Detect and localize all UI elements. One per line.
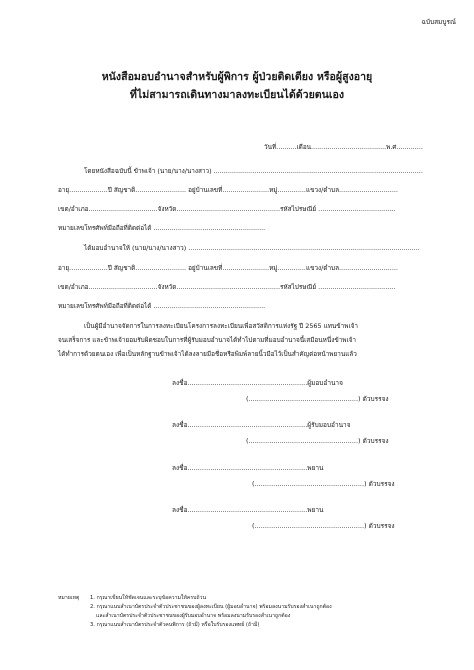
note-item-2-cont: และสำเนาบัตรประจำตัวประชาชนของผู้รับมอบอำนาจ พร้อมลงนามรับรองสำเนาถูกต้อง [96,613,291,619]
grantor-district-line: เขต/อำเภอ..................................จังหวัด...................................................รหัสไปรษณีย์ ...................................... [58,205,396,213]
grantor-phone-line: หมายเลขโทรศัพท์มือถือที่ติดต่อได้ ....................................................... [58,224,266,232]
grantee-intro-line: ได้มอบอำนาจให้ (นาย/นาง/นางสาว) .................................................................................................................. [84,244,420,252]
signature-grantee-line: ลงชื่อ..........................................................ผู้รับมอบอำนาจ [172,421,351,429]
date-line: วันที่..........เดือน.....................................พ.ศ............. [264,143,423,151]
grantor-intro-line: โดยหนังสือฉบับนี้ ข้าพเจ้า (นาย/นาง/นางสาว) ....................................................................................................... [84,167,423,175]
signature-witness1-line: ลงชื่อ..........................................................พยาน [172,464,324,472]
signature-grantee-name: (.....................................................) ตัวบรรจง [246,437,389,445]
signature-grantor-line: ลงชื่อ..........................................................ผู้มอบอำนาจ [172,379,343,387]
document-title-line1: หนังสือมอบอำนาจสำหรับผู้พิการ ผู้ป่วยติดเตียง หรือผู้สูงอายุ [101,71,373,83]
note-item-1: 1. กรุณาเขียนให้ชัดเจนและระบุข้อความให้ครบถ้วน [90,595,207,601]
edition-label: ฉบับสมบูรณ์ [421,18,456,26]
note-item-2: 2. กรุณาแนบสำเนาบัตรประจำตัวประชาชนของผู้ลงทะเบียน (ผู้มอบอำนาจ) พร้อมลงนามรับรองสำเนาถูกต้อง [90,604,332,610]
grantor-age-line: อายุ...................ปี สัญชาติ......................... อยู่บ้านเลขที่.......................หมู่..............แขวง/ตำบล............................. [58,186,398,194]
grantee-age-line: อายุ...................ปี สัญชาติ......................... อยู่บ้านเลขที่.......................หมู่..............แขวง/ตำบล............................. [58,264,398,272]
document-title-line2: ที่ไม่สามารถเดินทางมาลงทะเบียนได้ด้วยตนเอง [129,89,345,101]
note-item-3: 3. กรุณาแนบสำเนาบัตรประจำตัวคนพิการ (ถ้ามี) หรือใบรับรองแพทย์ (ถ้ามี) [90,622,260,628]
signature-witness2-name: (.....................................................) ตัวบรรจง [252,522,395,530]
signature-witness2-line: ลงชื่อ..........................................................พยาน [172,506,324,514]
signature-grantor-name: (.....................................................) ตัวบรรจง [246,395,389,403]
notes-label: หมายเหตุ [58,595,80,601]
statement-line3: ได้ทำการด้วยตนเอง เพื่อเป็นหลักฐานข้าพเจ้าได้ลงลายมือชื่อหรือพิมพ์ลายนิ้วมือไว้เป็นสำคัญต่อหน้าพยานแล้ว [58,350,357,358]
signature-witness1-name: (.....................................................) ตัวบรรจง [252,480,395,488]
statement-line1: เป็นผู้มีอำนาจจัดการในการลงทะเบียนโครงการลงทะเบียนเพื่อสวัสดิการแห่งรัฐ ปี 2565 แทนข้าพเจ้า [84,322,358,330]
grantee-district-line: เขต/อำเภอ..................................จังหวัด...................................................รหัสไปรษณีย์ ...................................... [58,283,396,291]
statement-line2: จนเสร็จการ และข้าพเจ้ายอมรับผิดชอบในการที่ผู้รับมอบอำนาจได้ทำไปตามที่มอบอำนาจนี้เสมือนหนึ่งข้าพเจ้า [58,336,357,344]
grantee-phone-line: หมายเลขโทรศัพท์มือถือที่ติดต่อได้ ....................................................... [58,302,266,310]
